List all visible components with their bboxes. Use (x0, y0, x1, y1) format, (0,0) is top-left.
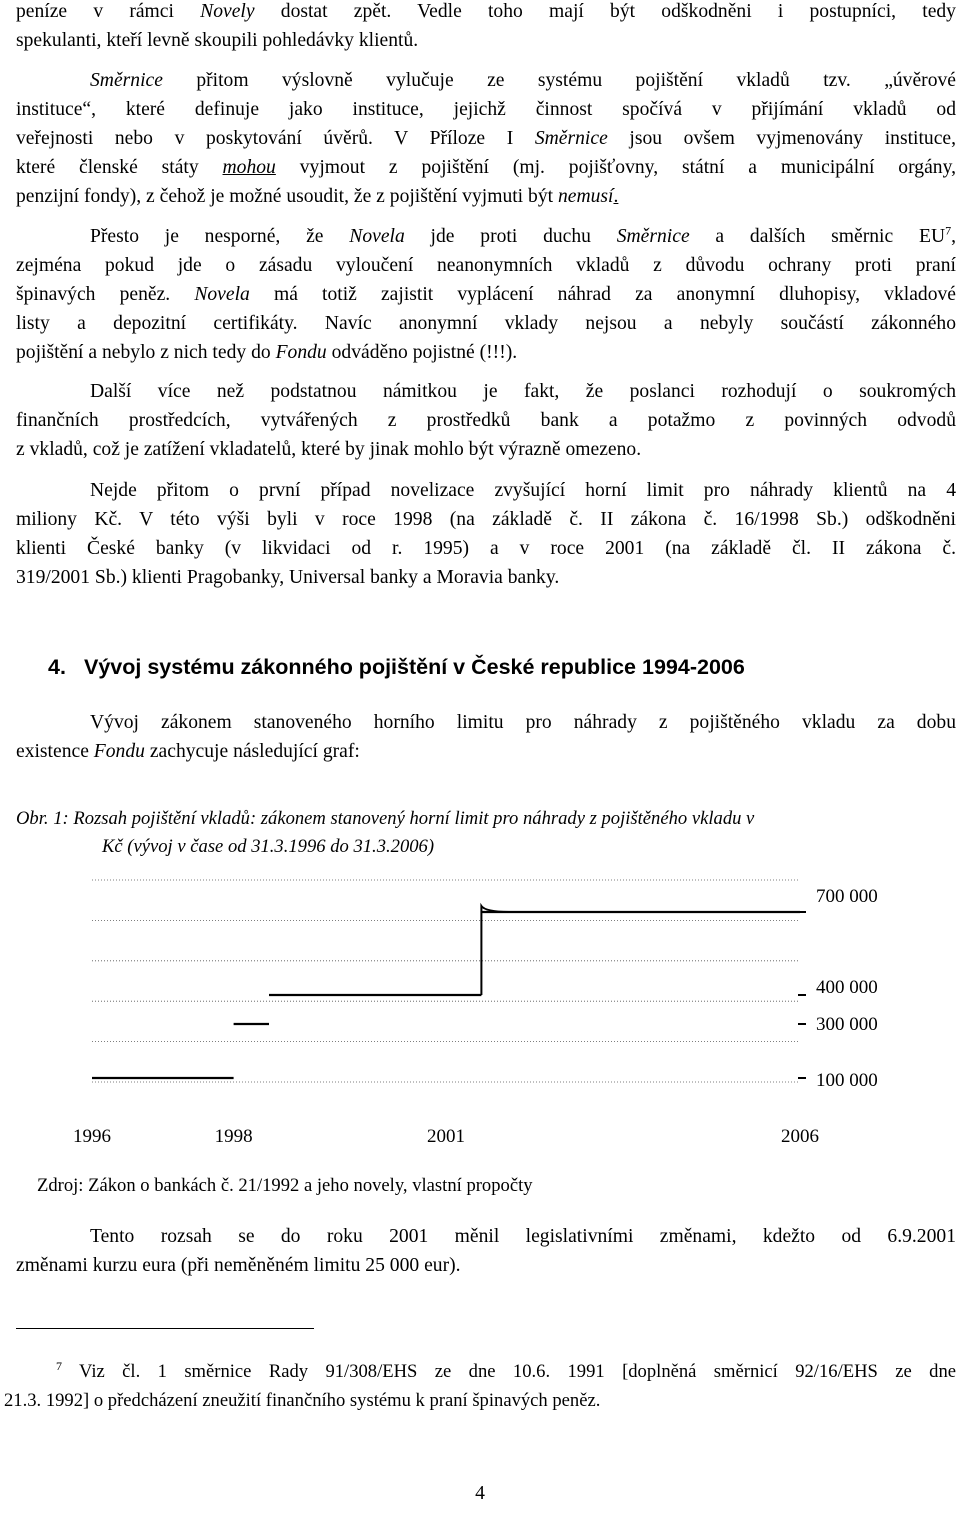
x-tick-label: 2006 (781, 1126, 819, 1147)
italic-term: mohou (222, 157, 276, 178)
y-axis-ticks (798, 912, 806, 1078)
paragraph-continuation (16, 0, 956, 55)
paragraph-novela (16, 222, 956, 367)
text-line: klienti České banky (v likvidaci od r. 1995) a v roce 2001 (na základě čl. II zákona č. (16, 538, 956, 559)
section-number: 4. (48, 655, 66, 679)
limit-chart (0, 860, 960, 1160)
footnote (4, 1357, 956, 1415)
text-run: odváděno pojistné (!!!). (326, 342, 518, 363)
chart-grid (92, 880, 800, 1082)
text-run: Přesto je nesporné, že (90, 226, 350, 247)
text-line: finančních prostředcích, vytvářených z prostředků bank a potažmo z povinných odvodů (16, 410, 956, 431)
y-tick-label: 700 000 (816, 886, 878, 907)
text-line: instituce“, které definuje jako instituce, jejichž činnost spočívá v přijímání vkladů od (16, 99, 956, 120)
text-run: které členské státy (16, 157, 223, 178)
chart-series (92, 906, 800, 1078)
italic-term: Novely (200, 1, 255, 22)
footnote-text: Viz čl. 1 směrnice Rady 91/308/EHS ze dne 10.6. 1991 [doplněná směrnicí 92/16/EHS ze dne (62, 1361, 956, 1382)
italic-term: Směrnice (534, 128, 608, 149)
text-line: Nejde přitom o první případ novelizace zvyšující horní limit pro náhrady klientů na 4 (90, 480, 956, 501)
text-run: vyjmout z pojištění (mj (275, 157, 541, 178)
x-tick-label: 2001 (427, 1126, 465, 1147)
text-run: . pojišťovny, státní a municipální orgány, (540, 157, 956, 178)
text-run: . (613, 186, 619, 207)
text-run: zachycuje následující graf: (144, 741, 360, 762)
text-run: špinavých peněz. (16, 284, 195, 305)
y-tick-label: 400 000 (816, 977, 878, 998)
text-run: veřejnosti nebo v poskytování úvěrů (16, 128, 369, 149)
chart-labels (73, 886, 878, 1147)
italic-term: Novela (349, 226, 405, 247)
text-run: existence (16, 741, 94, 762)
page-number: 4 (475, 1483, 485, 1504)
italic-term: Směrnice (90, 70, 163, 91)
italic-term: Fondu (93, 741, 145, 762)
footnote-ref[interactable]: 7 (945, 223, 952, 238)
text-line: spekulanti, kteří levně skoupili pohledávky klientů. (16, 30, 419, 51)
footnote-mark: 7 (56, 1358, 62, 1373)
figure-caption (16, 805, 956, 861)
text-line: Tento rozsah se do roku 2001 měnil legislativními změnami, kdežto od 6.9.2001 (90, 1226, 956, 1247)
footnote-separator (16, 1328, 314, 1329)
caption-line: Kč (vývoj v čase od 31.3.1996 do 31.3.2006) (102, 836, 435, 857)
text-run: má totiž zajistit vyplácení náhrad za anonymní dluhopisy, vkladové (249, 284, 957, 305)
text-line: z vkladů, což je zatížení vkladatelů, které by jinak mohlo být výrazně omezeno. (16, 439, 642, 460)
italic-term: Novela (194, 284, 250, 305)
paragraph-precedent (16, 476, 956, 592)
text-line: Další více než podstatnou námitkou je fakt, že poslanci rozhodují o soukromých (90, 381, 956, 402)
chart-source: Zdroj: Zákon o bankách č. 21/1992 a jeho novely, vlastní propočty (37, 1175, 533, 1196)
text-run: , (951, 226, 957, 247)
footnote-text: 21.3. 1992] o předcházení zneužití finančního systému k praní špinavých peněz. (4, 1390, 601, 1411)
caption-line: Obr. 1: Rozsah pojištění vkladů: zákonem stanovený horní limit pro náhrady z pojištěného vkladu v (16, 808, 755, 829)
text-line: miliony Kč. V této výši byli v roce 1998 (na základě č. II zákona č. 16/1998 Sb.) odškodněni (16, 509, 956, 530)
paragraph-objection (16, 377, 956, 464)
text-run: penzijní fondy), z čehož je možné usoudit, že z pojištění vyjmuti být (16, 186, 558, 207)
paragraph-euro-note (16, 1222, 956, 1280)
text-line: Vývoj zákonem stanoveného horního limitu pro náhrady z pojištěného vkladu za dobu (90, 712, 956, 733)
section-heading (48, 655, 745, 680)
italic-term: Fondu (275, 342, 327, 363)
section-title: Vývoj systému zákonného pojištění v České republice 1994-2006 (84, 655, 745, 679)
text-run: a dalších směrnic EU (689, 226, 946, 247)
paragraph-directive (16, 66, 956, 211)
text-line: změnami kurzu eura (při neměněném limitu 25 000 eur). (16, 1255, 461, 1276)
italic-term: Směrnice (616, 226, 690, 247)
x-tick-label: 1998 (214, 1126, 253, 1147)
text-run: jde proti duchu (404, 226, 617, 247)
text-run: přitom výslovně vylučuje ze systému pojištění vkladů tzv. „úvěrové (162, 70, 956, 91)
text-run: . V Příloze I (368, 128, 535, 149)
paragraph-chart-intro (16, 708, 956, 766)
italic-term: nemusí (557, 186, 614, 207)
text-run: pojištění a nebylo z nich tedy do (16, 342, 276, 363)
y-tick-label: 300 000 (816, 1014, 878, 1035)
x-tick-label: 1996 (73, 1126, 111, 1147)
text-line: zejména pokud jde o zásadu vyloučení neanonymních vkladů z důvodu ochrany proti praní (16, 255, 956, 276)
text-line: listy a depozitní certifikáty. Navíc anonymní vklady nejsou a nebyly součástí zákonného (16, 313, 956, 334)
text-run: peníze v rámci (16, 1, 201, 22)
text-run: jsou ovšem vyjmenovány instituce, (607, 128, 956, 149)
y-tick-label: 100 000 (816, 1070, 878, 1091)
text-run: dostat zpět. Vedle toho mají být odškodněni i postupníci, tedy (254, 1, 956, 22)
series-step (481, 906, 511, 995)
text-line: 319/2001 Sb.) klienti Pragobanky, Universal banky a Moravia banky. (16, 567, 560, 588)
